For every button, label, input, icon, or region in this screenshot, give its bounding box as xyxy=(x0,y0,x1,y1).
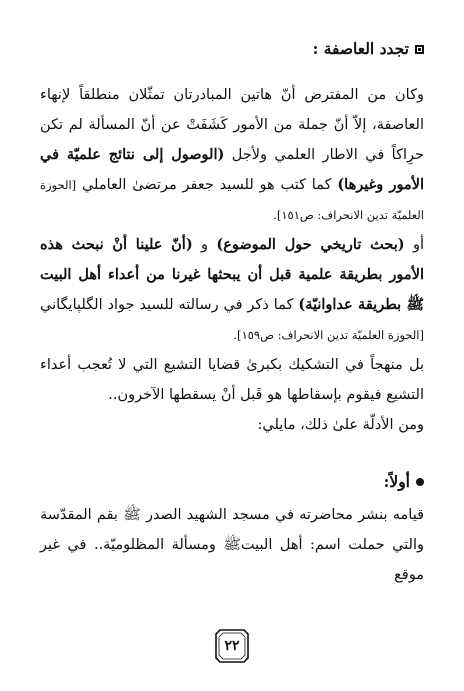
p2-bold-quote-1: (بحث تاريخي حول الموضوع) xyxy=(216,236,405,253)
p2-bold-quote-2: (أنّ علينا أنْ نبحث هذه الأمور بطريقة علمية قبل أن يبحثها غيرنا من أعداء أهل البيت ﷺ بطريقة عداوانيّة) xyxy=(40,236,424,313)
subheading-first xyxy=(40,470,424,494)
heading-text: تجدد العاصفة : xyxy=(312,39,409,58)
p1-bold-quote: (الوصول إلى نتائج علميّة في الأمور وغيرها) xyxy=(40,146,424,193)
subheading-text: أولاً: xyxy=(383,472,410,491)
paragraph-5: قيامه بنشر محاضرته في مسجد الشهيد الصدر ﷺ بقم المقدّسة والتي حملت اسم: أهل البيتﷺ ومسألة المظلوميّة.. في غير موقع xyxy=(40,507,424,583)
section-heading xyxy=(40,38,424,60)
p1-text-b: كما كتب هو للسيد جعفر مرتضىٰ العاملي xyxy=(76,177,338,193)
p2-text-c: كما ذكر في رسالته للسيد جواد الگلپايگاني xyxy=(40,297,299,313)
p2-text-a: أو xyxy=(404,237,424,253)
page-body xyxy=(40,38,424,590)
square-bullet-icon xyxy=(415,45,424,54)
page-number-badge xyxy=(212,626,252,666)
p1-reference: [الحوزة العلميّة تدين الانحراف: ص١٥١]. xyxy=(40,178,424,222)
paragraph-4: ومن الأدلّة علىٰ ذلك، مايلي: xyxy=(257,417,424,433)
paragraph-2 xyxy=(40,230,424,350)
page-number: ٢٢ xyxy=(224,638,240,654)
p2-text-b: و xyxy=(192,237,217,253)
paragraph-3: بل منهجاً في التشكيك بكبرىٰ قضايا التشيع التي لا تُعجب أعداء التشيع فيقوم بإسقاطها هو قَبل أنْ يسقطها الآخرون.. xyxy=(40,357,424,403)
p2-reference: [الحوزة العلميّة تدين الانحراف: ص١٥٩]. xyxy=(233,328,424,342)
bullet-dot-icon xyxy=(416,478,424,486)
paragraph-1 xyxy=(40,80,424,230)
p1-text-a: وكان من المفترض أنّ هاتين المبادرتان تمثّلان منطلقاً لإنهاء العاصفة، إلاّ أنّ جملة من الأمور كَشَفَتْ عن أنّ المسألة لم تكن حرِاكاً في الاطار العلمي ولأجل xyxy=(40,87,425,163)
